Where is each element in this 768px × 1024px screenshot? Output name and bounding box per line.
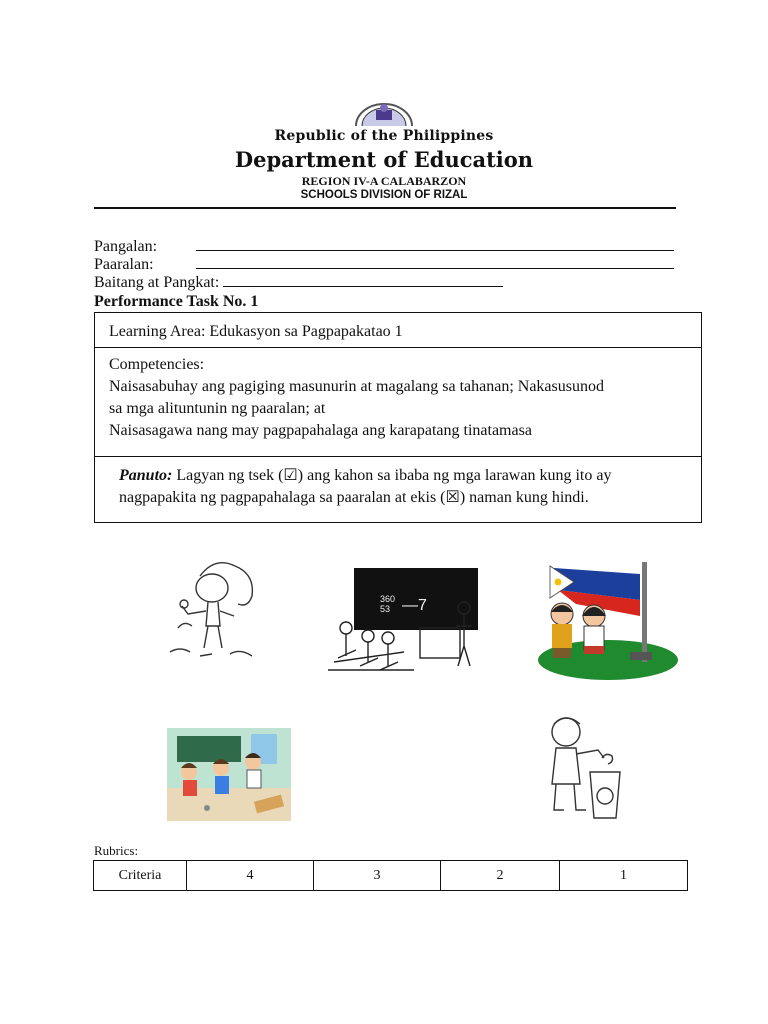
school-field-row — [94, 254, 674, 274]
messy-child-image — [160, 556, 270, 668]
competencies-label: Competencies: — [109, 356, 205, 373]
competency-line-3: Naisasagawa nang may pagpapahalaga ang karapatang tinatamasa — [109, 422, 532, 439]
school-label: Paaralan: — [94, 256, 154, 273]
header-department: Department of Education — [234, 147, 534, 172]
rubrics-header-row — [94, 861, 688, 891]
competencies-box — [94, 347, 702, 457]
grade-blank[interactable] — [223, 272, 503, 287]
classroom-blackboard-image — [324, 566, 478, 678]
competency-line-2: sa mga alituntunin ng paaralan; at — [109, 400, 326, 417]
learning-area-text: Learning Area: Edukasyon sa Pagpapakatao 1 — [109, 323, 403, 340]
header-rule — [94, 207, 676, 209]
deped-seal-logo — [352, 100, 416, 126]
rubrics-score-3-header: 3 — [314, 861, 441, 891]
children-fighting-classroom-image — [167, 728, 291, 821]
header-republic: Republic of the Philippines — [274, 128, 494, 144]
header-region: REGION IV-A CALABARZON — [301, 174, 467, 188]
instructions-label: Panuto: — [119, 467, 173, 484]
name-field-row — [94, 236, 674, 256]
grade-label: Baitang at Pangkat: — [94, 274, 220, 291]
header-division: SCHOOLS DIVISION OF RIZAL — [300, 189, 468, 201]
blackboard-text: —7 — [402, 597, 427, 614]
child-throwing-trash-image — [540, 714, 626, 820]
svg-text:360: 360 — [380, 594, 396, 604]
performance-task-title: Performance Task No. 1 — [94, 293, 259, 310]
instructions-line-1: Panuto: Lagyan ng tsek (☑) ang kahon sa ibaba ng mga larawan kung ito ay — [119, 467, 612, 484]
grade-field-row — [94, 272, 503, 292]
name-blank[interactable] — [196, 236, 674, 251]
instructions-line-2: nagpapakita ng pagpapahalaga sa paaralan at ekis (☒) naman kung hindi. — [119, 489, 589, 506]
rubrics-score-1-header: 1 — [560, 861, 688, 891]
rubrics-score-4-header: 4 — [187, 861, 314, 891]
instructions-box — [94, 456, 702, 523]
learning-area-box — [94, 312, 702, 348]
school-blank[interactable] — [196, 254, 674, 269]
name-label: Pangalan: — [94, 238, 158, 255]
rubrics-label: Rubrics: — [94, 843, 139, 858]
rubrics-score-2-header: 2 — [441, 861, 560, 891]
svg-text:53: 53 — [380, 604, 391, 614]
rubrics-criteria-header: Criteria — [94, 861, 187, 891]
competency-line-1: Naisasabuhay ang pagiging masunurin at magalang sa tahanan; Nakasusunod — [109, 378, 604, 395]
rubrics-table — [93, 860, 688, 891]
flag-ceremony-image — [536, 560, 678, 682]
